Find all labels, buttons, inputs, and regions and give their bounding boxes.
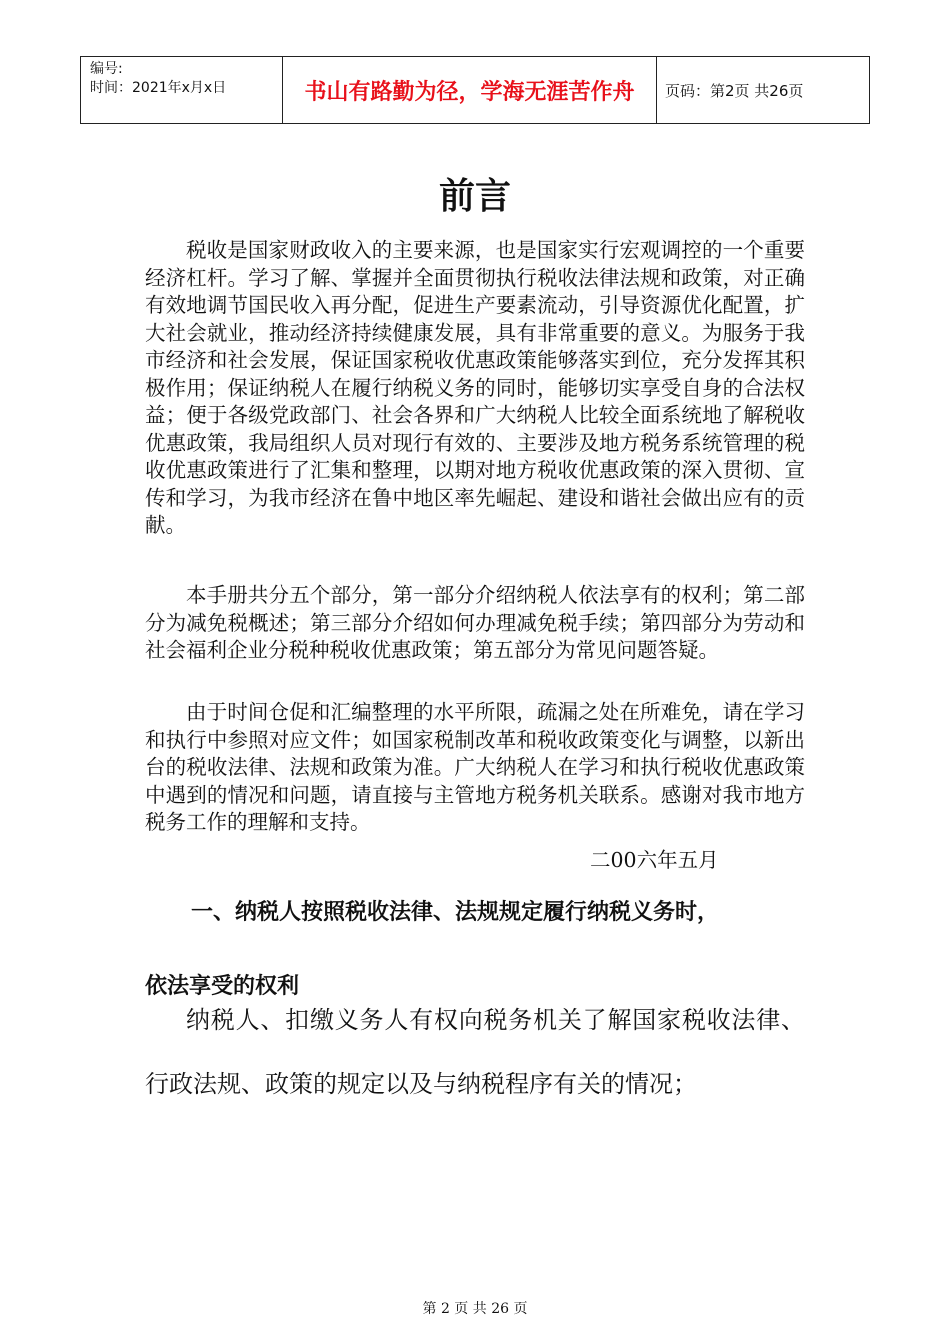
page-info-cell (657, 57, 869, 123)
header-meta-cell (81, 57, 283, 123)
preface-paragraph-1: 税收是国家财政收入的主要来源，也是国家实行宏观调控的一个重要经济杠杆。学习了解、掌握并全面贯彻执行税收法律法规和政策，对正确有效地调节国民收入再分配，促进生产要素流动，引导资源优化配置，扩大社会就业，推动经济持续健康发展，具有非常重要的意义。为服务于我市经济和社会发展，保证国家税收优惠政策能够落实到位，充分发挥其积极作用；保证纳税人在履行纳税义务的同时，能够切实享受自身的合法权益；便于各级党政部门、社会各界和广大纳税人比较全面系统地了解税收优惠政策，我局组织人员对现行有效的、主要涉及地方税务系统管理的税收优惠政策进行了汇集和整理，以期对地方税收优惠政策的深入贯彻、宣传和学习，为我市经济在鲁中地区率先崛起、建设和谐社会做出应有的贡献。 (145, 238, 805, 537)
preface-date: 二00六年五月 (590, 848, 719, 872)
page-title: 前言 (438, 176, 511, 217)
motto-cell (283, 57, 657, 123)
motto-text: 书山有路勤为径，学海无涯苦作舟 (304, 79, 635, 105)
time-label: 时间：2021年x月x日 (90, 80, 227, 96)
number-label: 编号: (90, 61, 123, 77)
preface-paragraph-3: 由于时间仓促和汇编整理的水平所限，疏漏之处在所难免，请在学习和执行中参照对应文件；如国家税制改革和税收政策变化与调整，以新出台的税收法律、法规和政策为准。广大纳税人在学习和执行税收优惠政策中遇到的情况和问题，请直接与主管地方税务机关联系。感谢对我市地方税务工作的理解和支持。 (145, 700, 805, 834)
page-info-text: 页码：第2页 共26页 (665, 81, 804, 100)
page-footer: 第 2 页 共 26 页 (422, 1301, 528, 1317)
section-paragraph: 纳税人、扣缴义务人有权向税务机关了解国家税收法律、行政法规、政策的规定以及与纳税程序有关的情况； (145, 1006, 805, 1098)
section-heading-line-1: 一、纳税人按照税收法律、法规规定履行纳税义务时， (191, 900, 720, 925)
header-table (80, 56, 870, 124)
preface-paragraph-2: 本手册共分五个部分，第一部分介绍纳税人依法享有的权利；第二部分为减免税概述；第三部分介绍如何办理减免税手续；第四部分为劳动和社会福利企业分税种税收优惠政策；第五部分为常见问题答疑。 (145, 583, 805, 662)
section-heading-line-2: 依法享受的权利 (145, 974, 300, 999)
